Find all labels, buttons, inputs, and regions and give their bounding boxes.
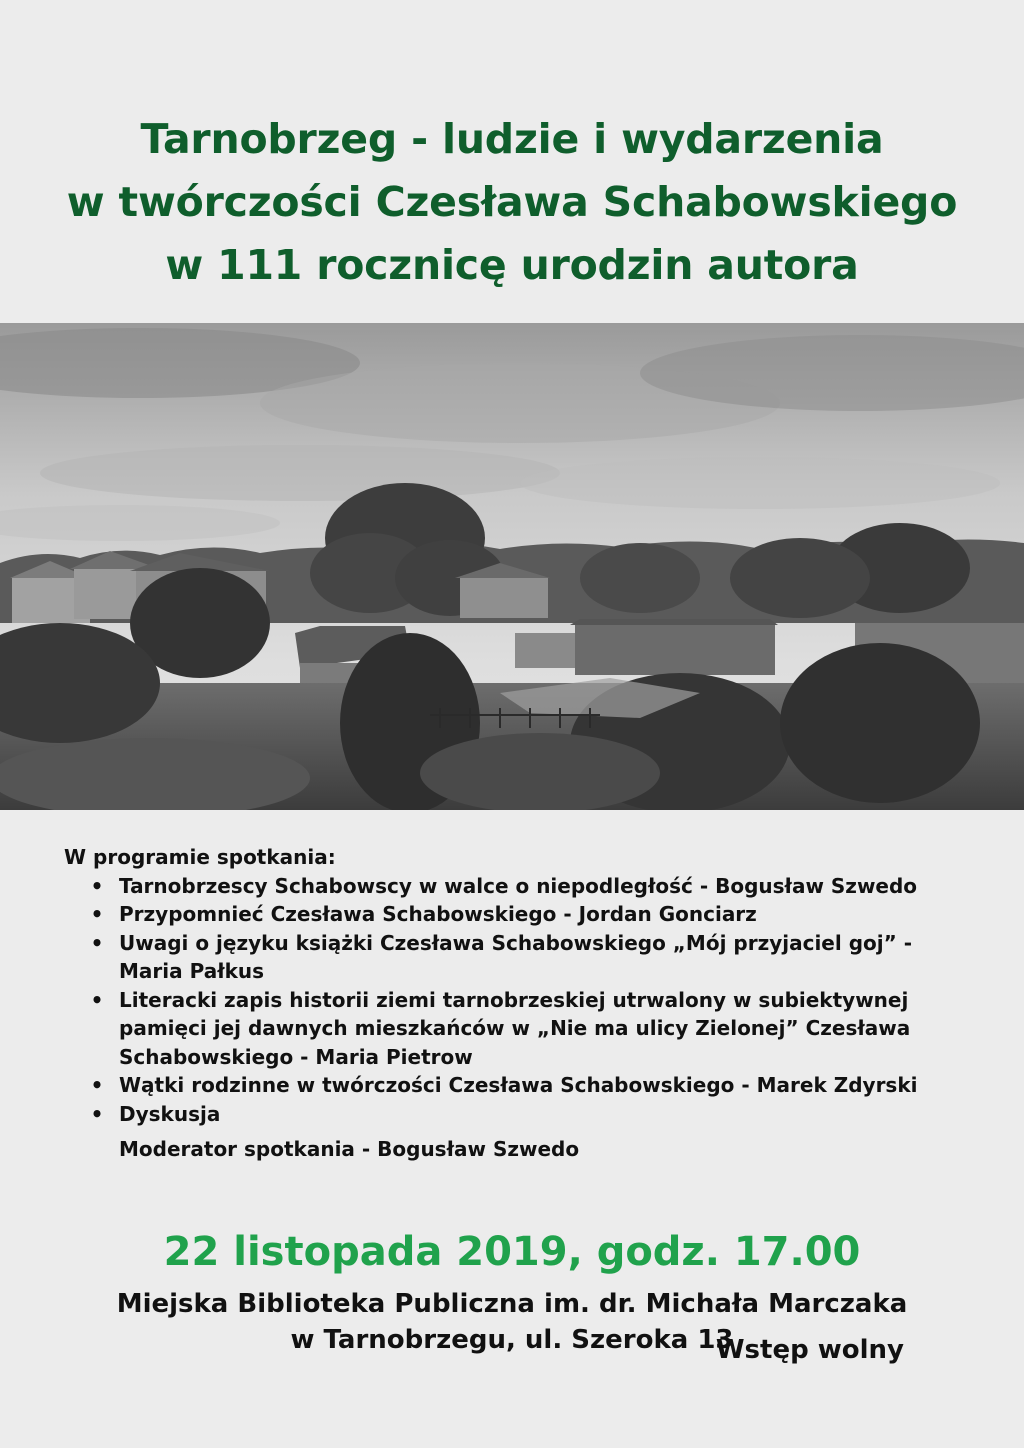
program-list: [64, 872, 964, 1129]
bullet-icon: •: [90, 873, 104, 898]
program-heading: W programie spotkania:: [64, 845, 336, 869]
venue-line-1: Miejska Biblioteka Publiczna im. dr. Michała Marczaka: [116, 1289, 908, 1319]
program-item: • Literacki zapis historii ziemi tarnobrzeskiej utrwalony w subiektywnej pamięci jej dawnych mieszkańców w „Nie ma ulicy Zielonej” Czesława Schabowskiego - Maria Pietrow: [119, 986, 964, 1072]
title-line-3: w 111 rocznicę urodzin autora: [165, 241, 859, 289]
bullet-icon: •: [90, 1073, 104, 1097]
bullet-icon: •: [90, 1101, 104, 1126]
program-item: • Dyskusja: [119, 1100, 964, 1129]
program-item: • Uwagi o języku książki Czesława Schabowskiego „Mój przyjaciel goj” - Maria Pałkus: [119, 929, 964, 986]
bullet-icon: •: [90, 930, 104, 955]
event-date: 22 listopada 2019, godz. 17.00: [163, 1229, 861, 1275]
moderator-line: Moderator spotkania - Bogusław Szwedo: [119, 1137, 580, 1161]
program-item: • Wątki rodzinne w twórczości Czesława Schabowskiego - Marek Zdyrski: [119, 1071, 964, 1100]
program-item: • Przypomnieć Czesława Schabowskiego - Jordan Gonciarz: [119, 900, 964, 929]
venue-line-2: w Tarnobrzegu, ul. Szeroka 13: [290, 1325, 734, 1355]
program-section: [64, 843, 964, 1164]
town-photo-icon: [0, 323, 1024, 810]
title-line-2: w twórczości Czesława Schabowskiego: [66, 178, 958, 226]
bullet-icon: •: [90, 987, 104, 1012]
town-photo: [0, 323, 1024, 810]
title-line-1: Tarnobrzeg - ludzie i wydarzenia: [140, 115, 884, 163]
page-title: [0, 108, 1024, 297]
program-item: • Tarnobrzescy Schabowscy w walce o niepodległość - Bogusław Szwedo: [119, 872, 964, 901]
bullet-icon: •: [90, 902, 104, 926]
entry-note: Wstęp wolny: [715, 1335, 904, 1365]
